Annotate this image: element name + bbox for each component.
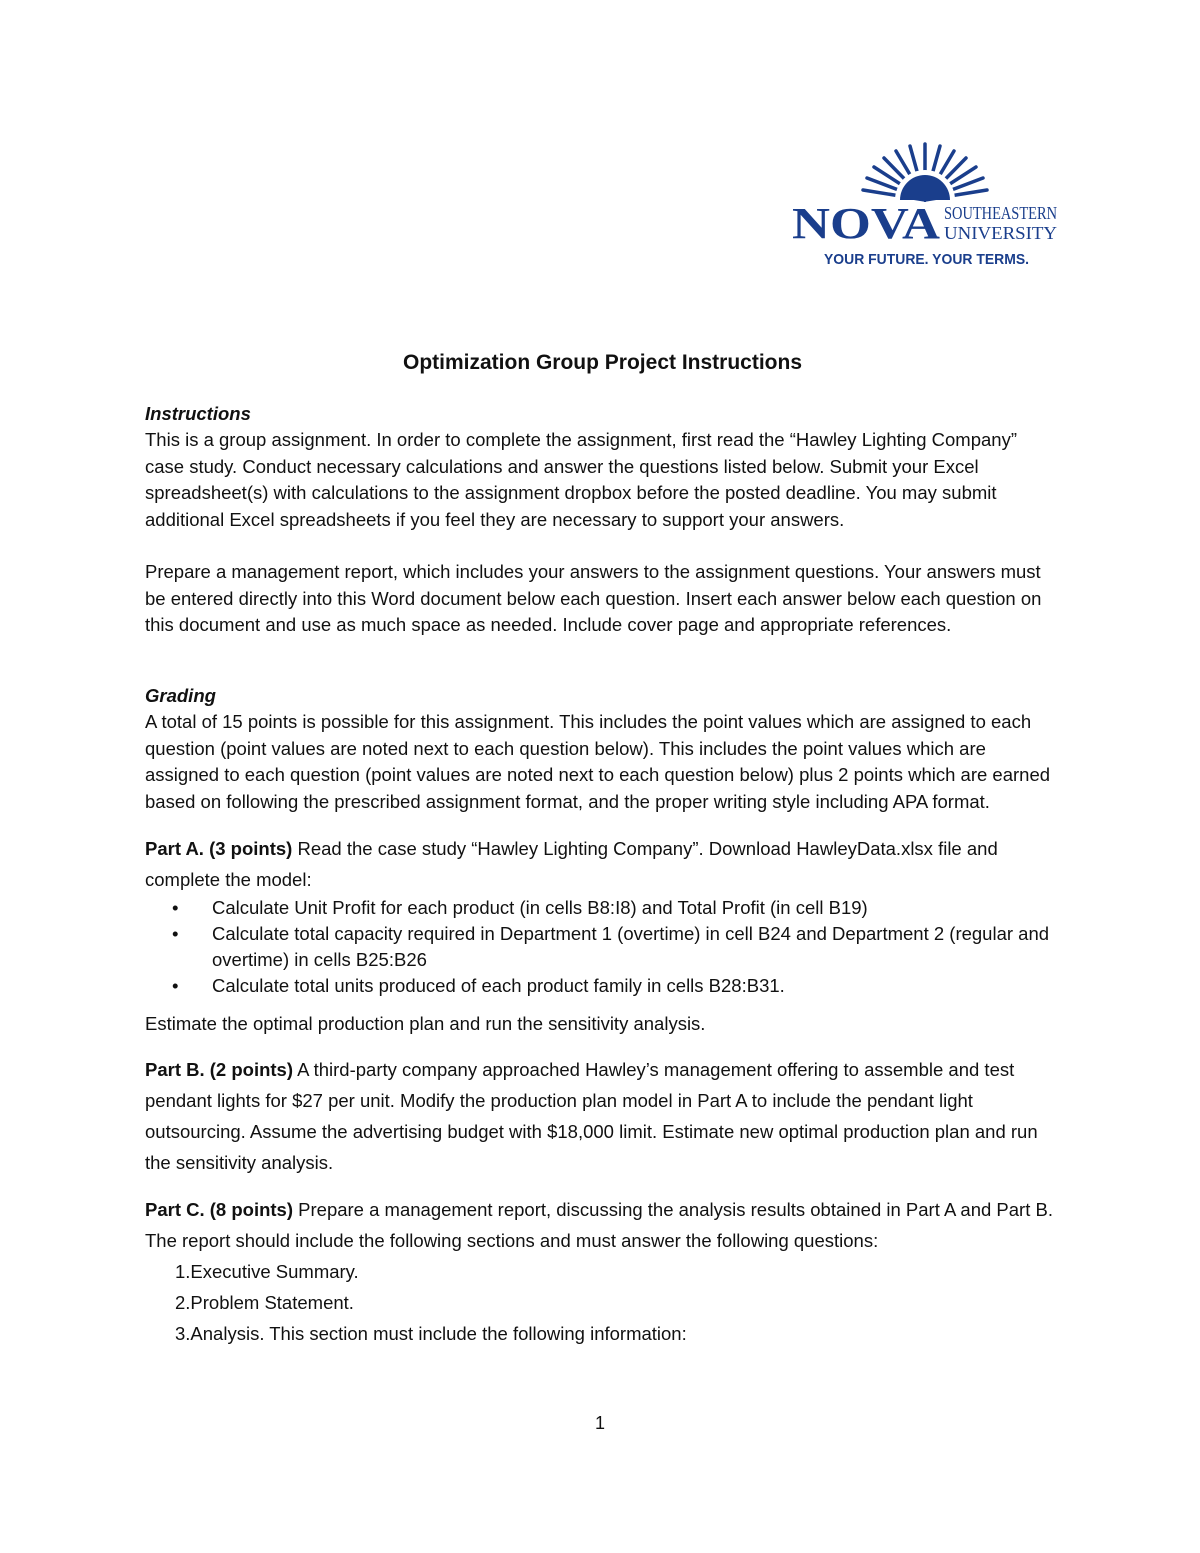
part-b-label: Part B. (2 points) [145, 1058, 294, 1080]
part-a-bullets [145, 895, 1060, 999]
part-a-after: Estimate the optimal production plan and run the sensitivity analysis. [145, 1013, 706, 1034]
part-a-text: Read the case study “Hawley Lighting Company”. Download HawleyData.xlsx file and complete the model: [145, 838, 998, 890]
logo-bottom-text: UNIVERSITY [944, 223, 1057, 243]
university-logo [790, 140, 1060, 270]
grading-heading: Grading [145, 684, 216, 706]
part-b [145, 1054, 1060, 1178]
grading-paragraph: A total of 15 points is possible for this assignment. This includes the point values which are assigned to each question (point values are noted next to each question below). This includes the point values which are assigned to each question (point values are noted next to each question below) plus 2 points which are earned based on following the prescribed assignment format, and the proper writing style including APA format. [145, 711, 1051, 812]
logo-tagline: YOUR FUTURE. YOUR TERMS. [824, 251, 1029, 268]
instructions-paragraph-1: This is a group assignment. In order to complete the assignment, first read the “Hawley Lighting Company” case study. Conduct necessary calculations and answer the questions listed below. Submit your Excel spreadsheet(s) with calculations to the assignment dropbox before the posted deadline. You may submit additional Excel spreadsheets if you feel they are necessary to support your answers. [145, 429, 1017, 530]
part-a-label: Part A. (3 points) [145, 838, 293, 859]
part-c-text: Prepare a management report, discussing the analysis results obtained in Part A and Part B. The report should include the following sections and must answer the following questions: [145, 1198, 1053, 1251]
part-a [145, 833, 1060, 895]
page-number: 1 [594, 1413, 605, 1433]
document-body [145, 350, 1060, 1349]
list-item: • Calculate total units produced of each product family in cells B28:B31. [212, 973, 1060, 999]
list-item: • Calculate total capacity required in Department 1 (overtime) in cell B24 and Department 2 (regular and overtime) in cells B25:B26 [212, 921, 1060, 973]
logo-top-text: SOUTHEASTERN [944, 203, 1057, 223]
part-c-label: Part C. (8 points) [145, 1198, 294, 1220]
list-item: • Calculate Unit Profit for each product (in cells B8:I8) and Total Profit (in cell B19) [212, 895, 1060, 921]
part-c [145, 1194, 1060, 1256]
part-c-items [145, 1256, 1060, 1349]
logo-main-text: NOVA [792, 199, 941, 248]
page-title: Optimization Group Project Instructions [402, 351, 803, 374]
instructions-heading: Instructions [145, 402, 251, 424]
list-item: 1.Executive Summary. [175, 1260, 359, 1282]
part-b-text: A third-party company approached Hawley’s management offering to assemble and test pendant lights for $27 per unit. Modify the production plan model in Part A to include the pendant light outsourcing. Assume the advertising budget with $18,000 limit. Estimate new optimal production plan and run the sensitivity analysis. [145, 1058, 1038, 1173]
list-item: 3.Analysis. This section must include the following information: [175, 1322, 687, 1344]
list-item: 2.Problem Statement. [175, 1291, 354, 1313]
instructions-paragraph-2: Prepare a management report, which includes your answers to the assignment questions. Your answers must be entered directly into this Word document below each question. Insert each answer below each question on this document and use as much space as needed. Include cover page and appropriate references. [145, 561, 1042, 635]
